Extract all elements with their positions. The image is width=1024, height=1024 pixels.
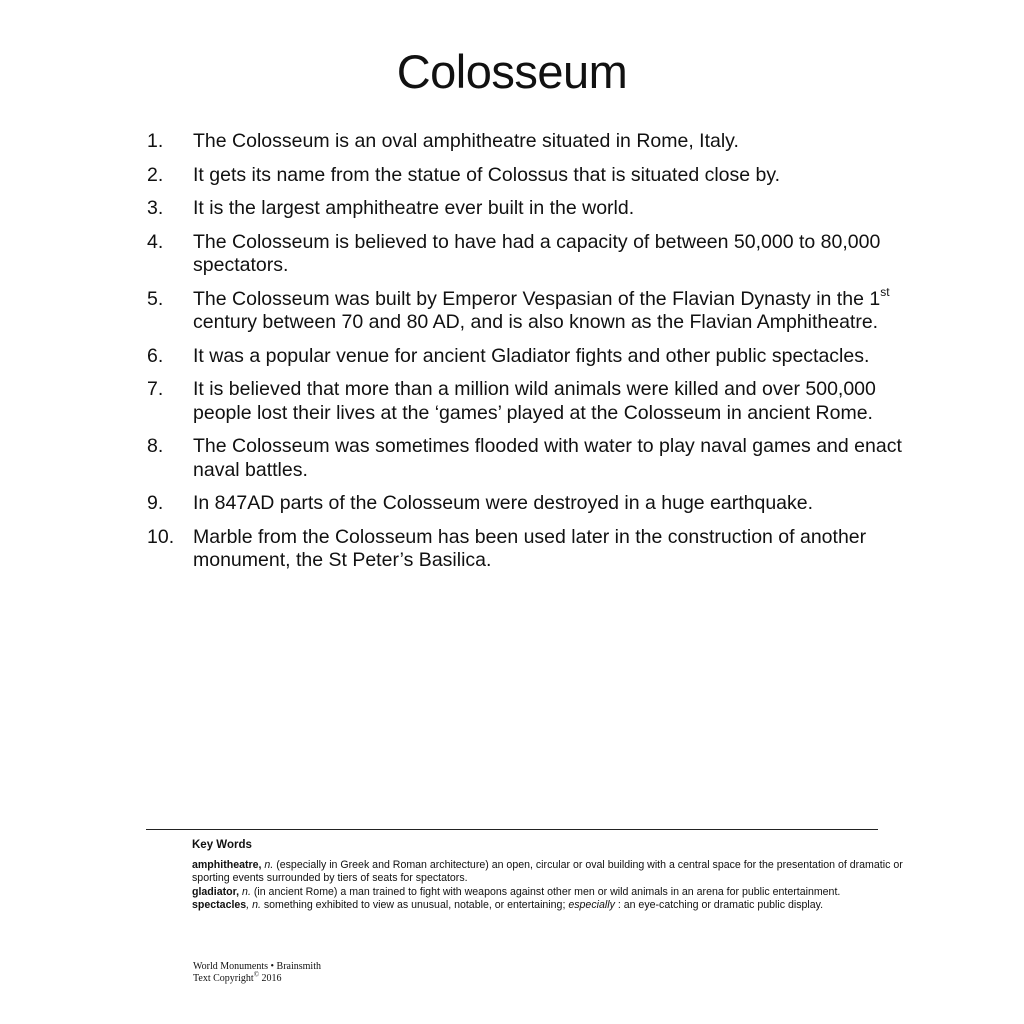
list-item-text: The Colosseum was sometimes flooded with water to play naval games and enact naval battles. <box>193 435 902 481</box>
footer-copyright <box>193 970 321 985</box>
footer-copyright-year: 2016 <box>259 972 282 984</box>
list-item-text: It is the largest amphitheatre ever built in the world. <box>193 197 635 219</box>
list-item-number: 9. <box>147 492 164 514</box>
list-item-text <box>193 285 890 334</box>
list-item <box>147 197 907 221</box>
list-item-text: It was a popular venue for ancient Gladiator fights and other public spectacles. <box>193 344 870 367</box>
key-word-term: gladiator, <box>192 885 240 898</box>
key-word-definition: (especially in Greek and Roman architecture) an open, circular or oval building with a central space for the presentation of dramatic or sporting events surrounded by tiers of seats for spectators. <box>192 858 903 884</box>
divider <box>146 829 878 830</box>
ordinal-suffix: st <box>880 285 890 299</box>
list-item-text: It gets its name from the statue of Colossus that is situated close by. <box>193 163 781 186</box>
key-words-section <box>192 839 912 913</box>
key-word-entry <box>192 899 912 913</box>
list-item-text: Marble from the Colosseum has been used later in the construction of another monument, the St Peter’s Basilica. <box>193 525 867 571</box>
list-item-text: The Colosseum is believed to have had a capacity of between 50,000 to 80,000 spectators. <box>193 230 881 276</box>
footer <box>193 961 321 984</box>
key-words-heading: Key Words <box>192 839 252 851</box>
list-item-number: 5. <box>147 287 164 310</box>
list-item <box>147 435 907 482</box>
list-item-number: 1. <box>147 130 164 152</box>
footer-copyright-text: Text Copyright <box>193 972 254 984</box>
page-title: Colosseum <box>396 45 628 98</box>
list-item-number: 6. <box>147 344 164 367</box>
key-word-pos: n. <box>264 858 274 871</box>
key-word-definition-tail: : an eye-catching or dramatic public display. <box>614 899 824 911</box>
list-item-number: 3. <box>147 197 164 219</box>
list-item-text-part: The Colosseum was built by Emperor Vespasian of the Flavian Dynasty in the 1 <box>193 287 881 310</box>
list-item <box>147 526 907 573</box>
list-item-number: 8. <box>147 435 164 457</box>
key-word-pos: n. <box>242 885 251 898</box>
list-item <box>147 345 907 369</box>
list-item <box>147 130 907 154</box>
list-item <box>147 164 907 188</box>
list-item-number: 2. <box>147 163 164 186</box>
list-item-number: 4. <box>147 230 164 253</box>
list-item-text-part: century between 70 and 80 AD, and is also known as the Flavian Amphitheatre. <box>193 311 879 333</box>
list-item-text: It is believed that more than a million wild animals were killed and over 500,000 people lost their lives at the ‘games’ played at the Colosseum in ancient Rome. <box>193 378 876 424</box>
key-word-term: amphitheatre, <box>192 858 262 871</box>
list-item-text: In 847AD parts of the Colosseum were destroyed in a huge earthquake. <box>193 492 814 514</box>
key-word-emphasis: especially <box>568 899 615 911</box>
key-word-pos: , n. <box>246 899 261 911</box>
list-item-text: The Colosseum is an oval amphitheatre situated in Rome, Italy. <box>193 130 739 152</box>
list-item-number: 7. <box>147 378 164 400</box>
list-item-number: 10. <box>147 525 175 548</box>
copyright-symbol: © <box>253 970 260 979</box>
key-word-entry <box>192 859 912 886</box>
list-item <box>147 231 907 278</box>
key-word-entry <box>192 886 912 900</box>
key-word-term: spectacles <box>192 899 247 911</box>
footer-publisher: World Monuments • Brainsmith <box>193 961 321 972</box>
key-word-definition: something exhibited to view as unusual, notable, or entertaining; <box>260 899 569 911</box>
list-item <box>147 492 907 516</box>
facts-list <box>147 130 907 583</box>
key-word-definition: (in ancient Rome) a man trained to fight with weapons against other men or wild animals in an arena for public entertainment. <box>250 885 841 898</box>
list-item <box>147 285 907 335</box>
list-item <box>147 378 907 425</box>
